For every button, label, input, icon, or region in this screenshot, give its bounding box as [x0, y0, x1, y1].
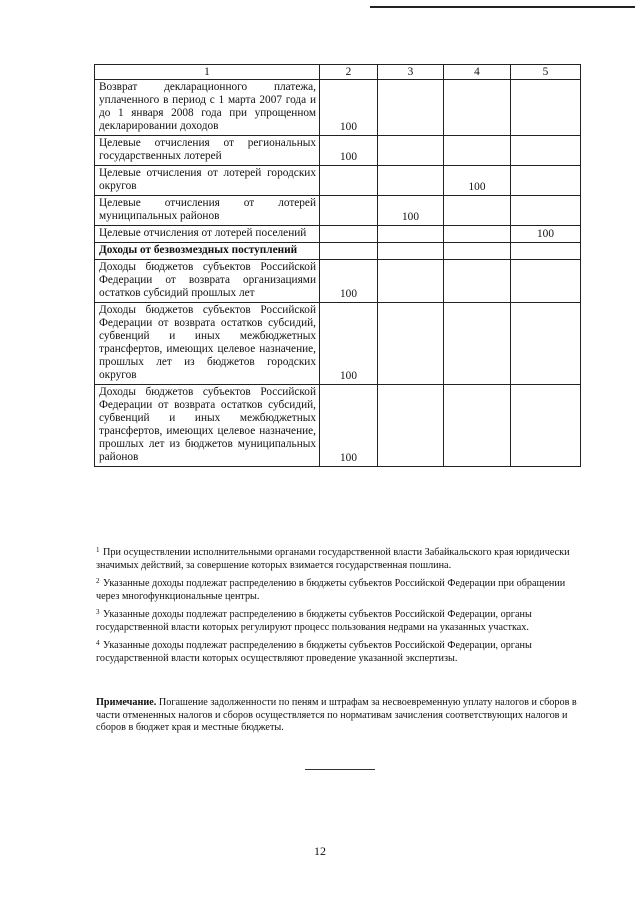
note-label: Примечание. — [96, 697, 157, 708]
table-section-row — [95, 243, 581, 260]
column-header-2: 2 — [320, 65, 378, 80]
cell-col-3: 100 — [378, 196, 444, 226]
cell-col-3 — [378, 166, 444, 196]
cell-col-4 — [444, 136, 511, 166]
cell-col-5: 100 — [511, 226, 581, 243]
note-text: Погашение задолженности по пеням и штрафам за несвоевременную уплату налогов и сборов в части отмененных налогов и сборов осуществляется по нормативам зачисления соответствующих налогов и сборов в бюджет края и местные бюджеты. — [96, 697, 577, 733]
footnote-mark: 1 — [96, 546, 100, 554]
table-row — [95, 196, 581, 226]
row-label: Целевые отчисления от лотерей городских округов — [95, 166, 320, 196]
page-number: 12 — [314, 844, 326, 858]
cell-col-5 — [511, 260, 581, 303]
cell-col-5 — [511, 80, 581, 136]
footnote — [96, 544, 582, 572]
row-label: Целевые отчисления от региональных государственных лотерей — [95, 136, 320, 166]
cell-col-2: 100 — [320, 303, 378, 385]
table-row — [95, 136, 581, 166]
cell-col-4 — [444, 303, 511, 385]
footnote-mark: 2 — [96, 577, 100, 585]
row-label: Доходы бюджетов субъектов Российской Федерации от возврата остатков субсидий, субвенций и иных межбюджетных трансфертов, имеющих целевое назначение, прошлых лет из бюджетов городских округов — [95, 303, 320, 385]
row-label: Возврат декларационного платежа, уплаченного в период с 1 марта 2007 года и до 1 января 2008 года при упрощенном декларировании доходов — [95, 80, 320, 136]
column-header-4: 4 — [444, 65, 511, 80]
cell-col-4: 100 — [444, 166, 511, 196]
end-rule — [305, 769, 375, 770]
footnote — [96, 606, 582, 634]
revenue-table-container — [94, 64, 580, 467]
footnote-text: Указанные доходы подлежат распределению в бюджеты субъектов Российской Федерации при обращении через многофункциональные центры. — [96, 578, 566, 602]
cell-col-5 — [511, 385, 581, 467]
cell-col-2 — [320, 196, 378, 226]
footnote-text: При осуществлении исполнительными органами государственной власти Забайкальского края юридически значимых действий, за совершение которых взимается государственная пошлина. — [96, 547, 570, 571]
row-label: Целевые отчисления от лотерей муниципальных районов — [95, 196, 320, 226]
cell-col-5 — [511, 303, 581, 385]
cell-col-4 — [444, 80, 511, 136]
footnote — [96, 637, 582, 665]
cell-col-4 — [444, 226, 511, 243]
table-row — [95, 260, 581, 303]
note-paragraph — [96, 697, 582, 735]
cell-col-2 — [320, 226, 378, 243]
row-label: Целевые отчисления от лотерей поселений — [95, 226, 320, 243]
revenue-distribution-table — [94, 64, 581, 467]
cell-col-4 — [444, 385, 511, 467]
top-rule — [370, 6, 635, 8]
cell-col-5 — [511, 196, 581, 226]
cell-col-3 — [378, 80, 444, 136]
cell-col-2: 100 — [320, 80, 378, 136]
cell-col-2 — [320, 166, 378, 196]
cell-col-3 — [378, 385, 444, 467]
table-header-row — [95, 65, 581, 80]
column-header-1: 1 — [95, 65, 320, 80]
footnote-text: Указанные доходы подлежат распределению в бюджеты субъектов Российской Федерации, органы государственной власти которых осуществляют проведение указанной экспертизы. — [96, 640, 532, 664]
footnote-mark: 4 — [96, 639, 100, 647]
table-row — [95, 385, 581, 467]
cell-col-4 — [444, 260, 511, 303]
cell-col-3 — [378, 226, 444, 243]
column-header-5: 5 — [511, 65, 581, 80]
cell-col-3 — [378, 243, 444, 260]
row-label: Доходы бюджетов субъектов Российской Федерации от возврата организациями остатков субсидий прошлых лет — [95, 260, 320, 303]
cell-col-3 — [378, 136, 444, 166]
table-row — [95, 303, 581, 385]
footnote-text: Указанные доходы подлежат распределению в бюджеты субъектов Российской Федерации, органы государственной власти которых регулируют процесс пользования недрами на указанных участках. — [96, 609, 532, 633]
column-header-3: 3 — [378, 65, 444, 80]
cell-col-2 — [320, 243, 378, 260]
cell-col-5 — [511, 136, 581, 166]
table-row — [95, 226, 581, 243]
row-label: Доходы бюджетов субъектов Российской Федерации от возврата остатков субсидий, субвенций и иных межбюджетных трансфертов, имеющих целевое назначение, прошлых лет из бюджетов муниципальных районов — [95, 385, 320, 467]
cell-col-4 — [444, 243, 511, 260]
footnote — [96, 575, 582, 603]
cell-col-4 — [444, 196, 511, 226]
cell-col-5 — [511, 243, 581, 260]
footnotes — [96, 544, 582, 668]
cell-col-2: 100 — [320, 260, 378, 303]
cell-col-5 — [511, 166, 581, 196]
table-row — [95, 80, 581, 136]
cell-col-3 — [378, 260, 444, 303]
footnote-mark: 3 — [96, 608, 100, 616]
cell-col-3 — [378, 303, 444, 385]
section-heading: Доходы от безвозмездных поступлений — [95, 243, 320, 260]
cell-col-2: 100 — [320, 385, 378, 467]
cell-col-2: 100 — [320, 136, 378, 166]
table-row — [95, 166, 581, 196]
